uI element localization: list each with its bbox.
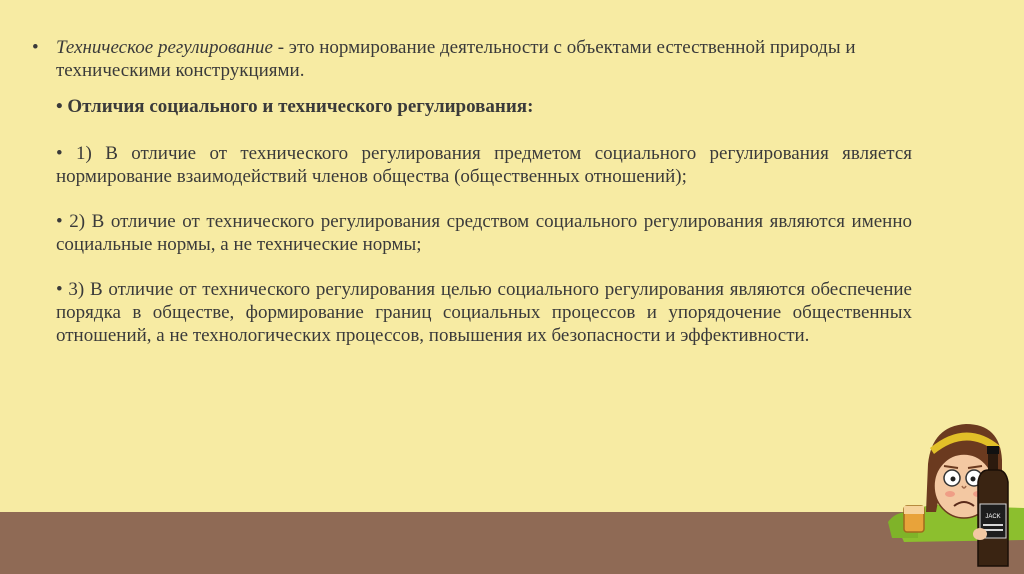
difference-item-3: • 3) В отличие от технического регулирования целью социального регулирования являются обеспечение порядка в обществе, формирование границ социальных процессов и упорядочение общественных отношений, а не технологических процессов, повышения их безопасности и эффективности. — [56, 279, 912, 346]
definition-text: - это нормирование деятельности с объектами естественной природы и техническими конструкциями. — [56, 37, 856, 81]
slide-content — [32, 36, 912, 369]
bullet: • — [32, 37, 39, 58]
floor-band — [0, 512, 1024, 574]
svg-text:JACK: JACK — [985, 514, 1001, 520]
definition-paragraph — [32, 36, 912, 82]
difference-item-1: • 1) В отличие от технического регулирования предметом социального регулирования является нормирование взаимодействий членов общества (общественных отношений); — [56, 143, 912, 187]
differences-heading: • Отличия социального и технического регулирования: — [56, 96, 534, 117]
differences-block — [56, 95, 912, 347]
cartoon-character-illustration — [884, 420, 1024, 574]
definition-term: Техническое регулирование — [56, 37, 273, 58]
difference-item-2: • 2) В отличие от технического регулирования средством социального регулирования являются именно социальные нормы, а не технические нормы; — [56, 211, 912, 255]
